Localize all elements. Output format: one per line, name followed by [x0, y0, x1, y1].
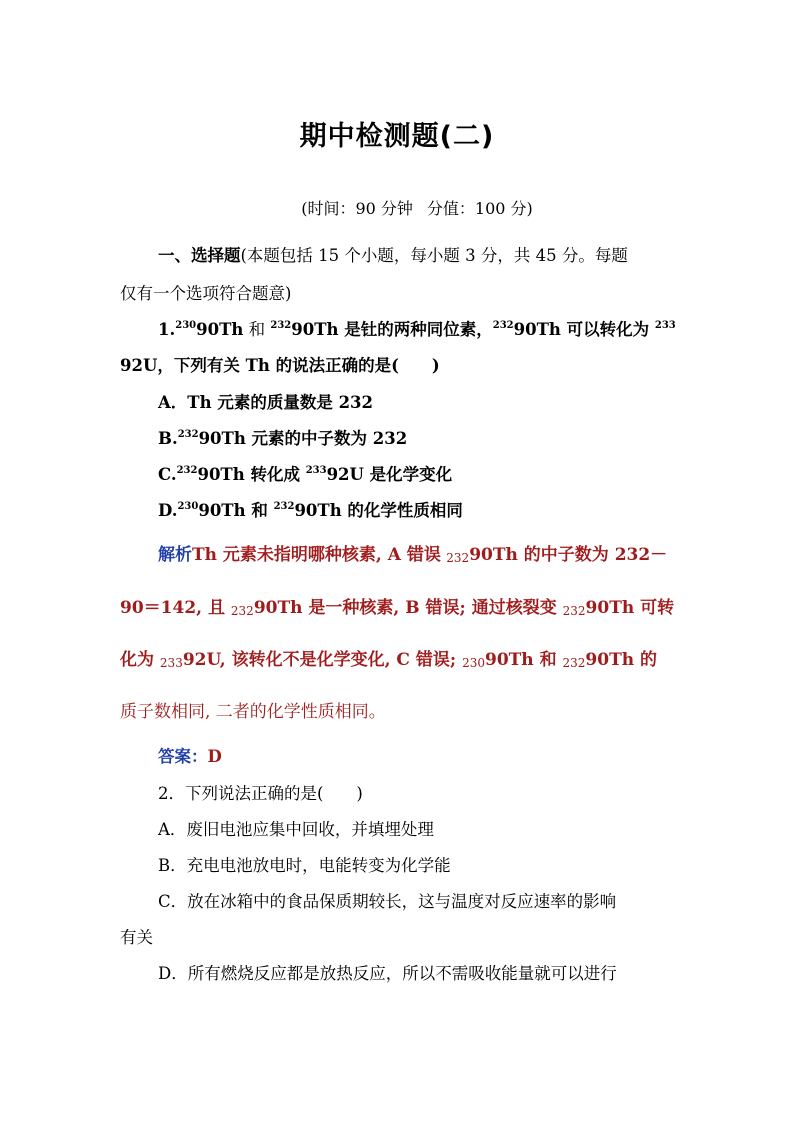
analysis-text: 90Th 是一种核素, B 错误; 通过核裂变 [253, 598, 563, 618]
option-letter: B. [158, 429, 178, 448]
analysis-text: Th 元素未指明哪种核素, A 错误 [192, 545, 441, 565]
analysis-line-3 [120, 645, 680, 670]
analysis-line-4: 质子数相同, 二者的化学性质相同。 [120, 702, 386, 722]
exam-time: (时间：90 分钟 [301, 199, 413, 218]
section-desc-1: (本题包括 15 个小题，每小题 3 分，共 45 分。每题 [240, 246, 628, 265]
isotope-superscript: 233 [305, 465, 327, 476]
question-number: 1. [158, 320, 176, 339]
stem-text: 可以转化为 [560, 320, 655, 339]
section-desc-2: 仅有一个选项符合题意) [120, 284, 292, 303]
option-b: B．充电电池放电时，电能转变为化学能 [158, 856, 451, 875]
isotope-superscript: 232 [273, 501, 295, 512]
option-letter: D. [158, 501, 178, 520]
option-c-cont: 有关 [120, 928, 153, 947]
answer-label: 答案： [158, 747, 208, 766]
question-2-stem: 2．下列说法正确的是( ) [158, 784, 363, 803]
option-d [158, 497, 678, 521]
isotope-mass: 232 [562, 656, 586, 670]
question-1-stem [158, 316, 678, 340]
isotope-superscript: 233 [654, 320, 676, 331]
analysis-text: 化为 [120, 650, 160, 670]
isotope-mass: 232 [562, 604, 586, 618]
option-a: A．废旧电池应集中回收，并填埋处理 [158, 820, 434, 839]
section-title: 一、选择题 [158, 246, 241, 265]
isotope-superscript: 232 [492, 320, 514, 331]
option-text: 92U 是化学变化 [326, 465, 453, 484]
exam-score: 分值：100 分) [426, 199, 533, 218]
analysis-line-2 [120, 593, 680, 618]
answer [158, 743, 678, 767]
isotope-symbol: 90Th [513, 320, 561, 339]
analysis-text: 92U, 该转化不是化学变化, C 错误; [182, 650, 463, 670]
isotope-mass: 232 [446, 551, 470, 565]
answer-value: D [207, 747, 222, 766]
question-1-stem-2: 92U，下列有关 Th 的说法正确的是( ) [120, 356, 440, 375]
analysis-label: 解析 [158, 545, 192, 565]
page-title: 期中检测题(二) [299, 121, 495, 152]
option-c [158, 461, 678, 485]
analysis-text: 90Th 可转 [585, 598, 675, 618]
analysis-text: 90Th 的 [585, 650, 657, 670]
analysis-text: 90Th 和 [484, 650, 563, 670]
option-c: C．放在冰箱中的食品保质期较长，这与温度对反应速率的影响 [158, 892, 617, 911]
isotope-symbol: 90Th [196, 320, 244, 339]
conjunction: 和 [243, 320, 271, 339]
option-text: 90Th 和 [198, 501, 274, 520]
option-a: A．Th 元素的质量数是 232 [158, 393, 374, 412]
stem-text: 是钍的两种同位素， [338, 320, 493, 339]
isotope-superscript: 232 [176, 465, 198, 476]
analysis-text: 90Th 的中子数为 232－ [469, 545, 668, 565]
option-d: D．所有燃烧反应都是放热反应，所以不需吸收能量就可以进行 [158, 964, 617, 983]
isotope-superscript: 230 [177, 501, 199, 512]
isotope-symbol: 90Th [291, 320, 339, 339]
analysis-text: 90＝142, 且 [120, 598, 231, 618]
option-text: 90Th 的化学性质相同 [294, 501, 463, 520]
isotope-mass: 230 [462, 656, 485, 670]
isotope-superscript: 230 [175, 320, 197, 331]
option-text: 90Th 元素的中子数为 232 [198, 429, 408, 448]
isotope-mass: 232 [230, 604, 254, 618]
isotope-superscript: 232 [270, 320, 292, 331]
isotope-mass: 233 [159, 656, 183, 670]
isotope-superscript: 232 [177, 429, 199, 440]
section-heading [158, 242, 678, 266]
option-letter: C. [158, 465, 177, 484]
analysis-line-1 [158, 540, 678, 565]
exam-meta [0, 196, 794, 219]
option-text: 90Th 转化成 [197, 465, 306, 484]
option-b [158, 425, 678, 449]
